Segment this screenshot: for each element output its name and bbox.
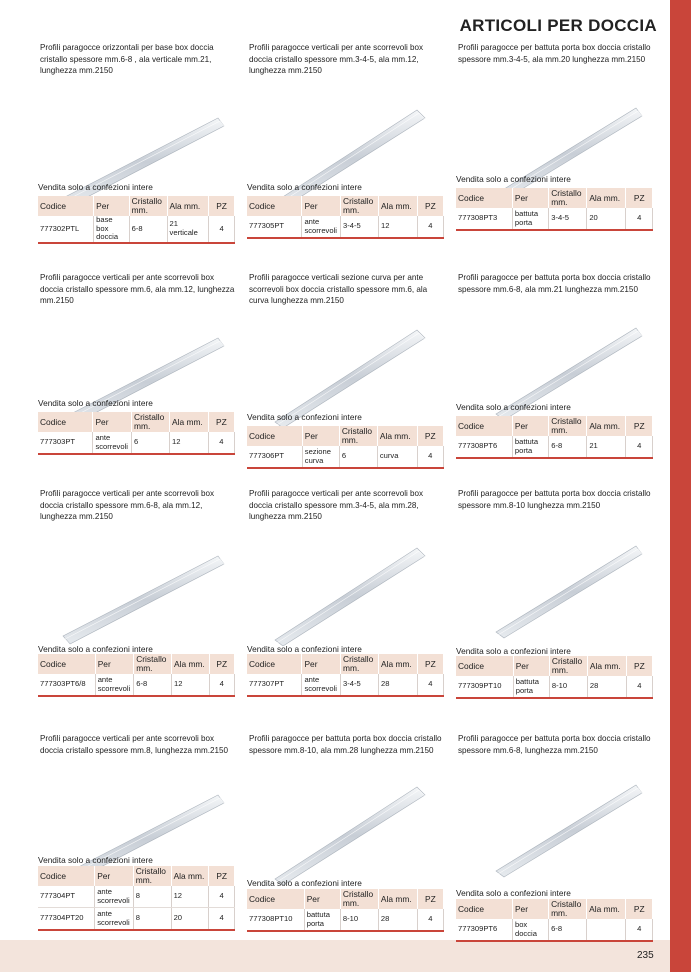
cell-pz: 4 [209,886,235,908]
cell-pz: 4 [417,674,443,696]
header-per: Per [302,426,339,446]
header-ala: Ala mm. [378,889,417,909]
header-ala: Ala mm. [379,196,418,216]
header-ala: Ala mm. [171,866,209,886]
header-pz: PZ [417,196,443,216]
cell-ala: curva [377,446,417,468]
cell-cristallo: 8 [133,886,171,908]
product-photo [267,310,437,428]
header-cristallo: Cristallo mm. [339,426,377,446]
table-row [456,919,653,941]
cell-codice: 777309PT10 [456,676,513,698]
product-card [247,488,442,698]
product-description: Profili paragocce verticali per ante scorrevoli box doccia cristallo spessore mm.3-4-5, ala mm.28, lunghezza mm.2150 [249,489,424,521]
product-table [456,416,653,459]
cell-per: box doccia [512,919,548,941]
cell-ala: 28 [587,676,626,698]
header-ala: Ala mm. [167,196,209,216]
header-ala: Ala mm. [587,188,626,208]
table-row [456,208,653,230]
header-cristallo: Cristallo mm. [549,188,587,208]
header-pz: PZ [417,889,443,909]
header-cristallo: Cristallo mm. [549,656,587,676]
header-cristallo: Cristallo mm. [549,899,587,919]
profile-illustration [267,767,437,885]
table-header-row [247,426,444,446]
cell-ala: 28 [378,909,417,931]
header-per: Per [95,866,134,886]
cell-codice: 777304PT20 [38,908,95,931]
table-header-row [247,654,444,674]
header-codice: Codice [247,426,302,446]
product-table [456,188,653,231]
header-codice: Codice [38,412,93,432]
profile-illustration [58,310,228,428]
header-codice: Codice [38,866,95,886]
table-row [456,676,653,698]
cell-cristallo: 6-8 [549,436,587,458]
header-codice: Codice [247,654,302,674]
header-codice: Codice [38,196,94,216]
cell-cristallo: 3-4-5 [341,216,379,238]
header-per: Per [513,656,549,676]
cell-codice: 777309PT6 [456,919,512,941]
table-row [247,216,444,238]
product-table [456,899,653,942]
product-card [247,42,442,252]
cell-codice: 777308PT10 [247,909,304,931]
header-pz: PZ [626,416,653,436]
table-row [38,216,235,243]
cell-pz: 4 [417,216,443,238]
product-table [38,412,235,455]
cell-per: sezione curva [302,446,339,468]
table-header-row [456,656,653,676]
cell-per: base box doccia [94,216,130,243]
sale-note: Vendita solo a confezioni intere [456,402,571,412]
header-cristallo: Cristallo mm. [129,196,167,216]
header-codice: Codice [247,196,302,216]
table-row [38,886,235,908]
header-pz: PZ [417,654,443,674]
header-cristallo: Cristallo mm. [340,889,378,909]
table-row [247,909,444,931]
table-header-row [38,412,235,432]
sale-note: Vendita solo a confezioni intere [247,644,362,654]
product-table [38,196,235,244]
cell-codice: 777303PT [38,432,93,454]
product-card [38,42,233,252]
cell-cristallo: 6 [339,446,377,468]
product-description: Profili paragocce per battuta porta box doccia cristallo spessore mm.6-8, lunghezza mm.2150 [458,734,651,755]
cell-cristallo: 6-8 [129,216,167,243]
cell-ala: 12 [379,216,418,238]
side-accent-bar [670,0,691,972]
product-card [38,733,233,943]
header-ala: Ala mm. [170,412,209,432]
sale-note: Vendita solo a confezioni intere [456,174,571,184]
header-cristallo: Cristallo mm. [134,654,172,674]
table-header-row [247,196,444,216]
header-pz: PZ [209,654,235,674]
cell-codice: 777304PT [38,886,95,908]
cell-per: battuta porta [512,436,548,458]
product-photo [267,767,437,885]
profile-illustration [58,528,228,646]
cell-pz: 4 [209,216,235,243]
cell-pz: 4 [626,676,652,698]
profile-illustration [267,310,437,428]
product-table [247,196,444,239]
header-per: Per [304,889,340,909]
header-pz: PZ [626,899,653,919]
product-card [247,272,442,482]
cell-cristallo: 8-10 [340,909,378,931]
cell-pz: 4 [626,436,653,458]
cell-codice: 777306PT [247,446,302,468]
cell-ala [587,919,626,941]
cell-ala: 20 [171,908,209,931]
sale-note: Vendita solo a confezioni intere [247,182,362,192]
cell-ala: 12 [172,674,209,696]
table-row [38,432,235,454]
header-ala: Ala mm. [377,426,417,446]
sale-note: Vendita solo a confezioni intere [456,888,571,898]
header-cristallo: Cristallo mm. [549,416,587,436]
header-per: Per [512,416,548,436]
header-ala: Ala mm. [587,656,626,676]
header-codice: Codice [456,899,512,919]
sale-note: Vendita solo a confezioni intere [38,182,153,192]
profile-illustration [476,528,646,646]
table-row [38,674,235,696]
product-description: Profili paragocce verticali sezione curva per ante scorrevoli box doccia cristallo spessore mm.6, ala curva lunghezza mm.2150 [249,273,428,305]
cell-cristallo: 6 [132,432,170,454]
header-per: Per [512,188,548,208]
header-pz: PZ [626,656,652,676]
sale-note: Vendita solo a confezioni intere [38,855,153,865]
sale-note: Vendita solo a confezioni intere [247,412,362,422]
cell-pz: 4 [626,919,653,941]
cell-ala: 28 [379,674,418,696]
product-card [456,733,651,943]
header-per: Per [302,196,341,216]
profile-illustration [267,528,437,646]
profile-illustration [476,767,646,885]
header-codice: Codice [456,188,512,208]
cell-cristallo: 6-8 [134,674,172,696]
table-header-row [38,196,235,216]
table-header-row [456,899,653,919]
product-description: Profili paragocce per battuta porta box doccia cristallo spessore mm.6-8, ala mm.21 lunghezza mm.2150 [458,273,651,294]
product-card [247,733,442,943]
table-header-row [38,866,235,886]
cell-per: battuta porta [512,208,548,230]
cell-per: ante scorrevoli [95,908,134,931]
cell-per: battuta porta [513,676,549,698]
table-header-row [247,889,444,909]
product-description: Profili paragocce verticali per ante scorrevoli box doccia cristallo spessore mm.8, lunghezza mm.2150 [40,734,229,755]
header-ala: Ala mm. [587,899,626,919]
sale-note: Vendita solo a confezioni intere [38,398,153,408]
table-header-row [456,416,653,436]
header-cristallo: Cristallo mm. [133,866,171,886]
cell-cristallo: 3-4-5 [341,674,379,696]
header-cristallo: Cristallo mm. [341,196,379,216]
cell-pz: 4 [209,908,235,931]
cell-cristallo: 3-4-5 [549,208,587,230]
cell-codice: 777305PT [247,216,302,238]
product-photo [476,767,646,885]
product-description: Profili paragocce per battuta porta box doccia cristallo spessore mm.8-10, ala mm.28 lunghezza mm.2150 [249,734,442,755]
product-table [247,889,444,932]
product-card [38,488,233,698]
table-row [247,674,444,696]
product-description: Profili paragocce verticali per ante scorrevoli box doccia cristallo spessore mm.6-8, ala mm.12, lunghezza mm.2150 [40,489,215,521]
cell-per: ante scorrevoli [302,216,341,238]
cell-pz: 4 [208,432,234,454]
header-per: Per [93,412,132,432]
cell-pz: 4 [626,208,653,230]
table-header-row [38,654,235,674]
header-per: Per [302,654,341,674]
cell-per: ante scorrevoli [95,674,134,696]
cell-ala: 21 verticale [167,216,209,243]
cell-cristallo: 6-8 [549,919,587,941]
product-photo [476,528,646,646]
cell-codice: 777308PT6 [456,436,512,458]
cell-ala: 21 [587,436,626,458]
footer-band [0,940,670,972]
header-cristallo: Cristallo mm. [132,412,170,432]
sale-note: Vendita solo a confezioni intere [247,878,362,888]
cell-pz: 4 [417,446,443,468]
product-description: Profili paragocce per battuta porta box doccia cristallo spessore mm.8-10 lunghezza mm.2150 [458,489,651,510]
cell-codice: 777302PTL [38,216,94,243]
product-description: Profili paragocce per battuta porta box doccia cristallo spessore mm.3-4-5, ala mm.20 lunghezza mm.2150 [458,43,651,64]
page-title: ARTICOLI PER DOCCIA [459,16,657,35]
header-pz: PZ [208,412,234,432]
product-card [456,272,651,482]
cell-ala: 20 [587,208,626,230]
cell-per: battuta porta [304,909,340,931]
header-ala: Ala mm. [172,654,209,674]
table-row [38,908,235,931]
header-ala: Ala mm. [379,654,418,674]
header-pz: PZ [209,196,235,216]
product-card [456,488,651,698]
cell-codice: 777308PT3 [456,208,512,230]
product-table [247,654,444,697]
product-photo [267,528,437,646]
cell-cristallo: 8-10 [549,676,587,698]
product-description: Profili paragocce verticali per ante scorrevoli box doccia cristallo spessore mm.3-4-5, ala mm.12, lunghezza mm.2150 [249,43,424,75]
header-pz: PZ [626,188,653,208]
table-row [456,436,653,458]
header-cristallo: Cristallo mm. [341,654,379,674]
product-table [38,866,235,931]
product-table [456,656,653,699]
cell-codice: 777307PT [247,674,302,696]
header-pz: PZ [417,426,443,446]
cell-per: ante scorrevoli [302,674,341,696]
product-card [38,272,233,482]
sale-note: Vendita solo a confezioni intere [456,646,571,656]
header-codice: Codice [456,416,512,436]
product-description: Profili paragocce orizzontali per base box doccia cristallo spessore mm.6-8 , ala verticale mm.21, lunghezza mm.2150 [40,43,214,75]
product-photo [58,528,228,646]
product-table [247,426,444,469]
sale-note: Vendita solo a confezioni intere [38,644,153,654]
cell-pz: 4 [417,909,443,931]
header-codice: Codice [38,654,95,674]
header-per: Per [95,654,134,674]
header-per: Per [94,196,130,216]
page-number: 235 [637,950,654,961]
header-ala: Ala mm. [587,416,626,436]
header-codice: Codice [456,656,513,676]
header-per: Per [512,899,548,919]
product-table [38,654,235,697]
product-description: Profili paragocce verticali per ante scorrevoli box doccia cristallo spessore mm.6, ala mm.12, lunghezza mm.2150 [40,273,235,305]
header-pz: PZ [209,866,235,886]
product-photo [58,310,228,428]
cell-ala: 12 [170,432,209,454]
cell-per: ante scorrevoli [93,432,132,454]
cell-ala: 12 [171,886,209,908]
cell-per: ante scorrevoli [95,886,134,908]
cell-cristallo: 8 [133,908,171,931]
table-header-row [456,188,653,208]
cell-pz: 4 [209,674,235,696]
header-codice: Codice [247,889,304,909]
product-card [456,42,651,252]
cell-codice: 777303PT6/8 [38,674,95,696]
table-row [247,446,444,468]
